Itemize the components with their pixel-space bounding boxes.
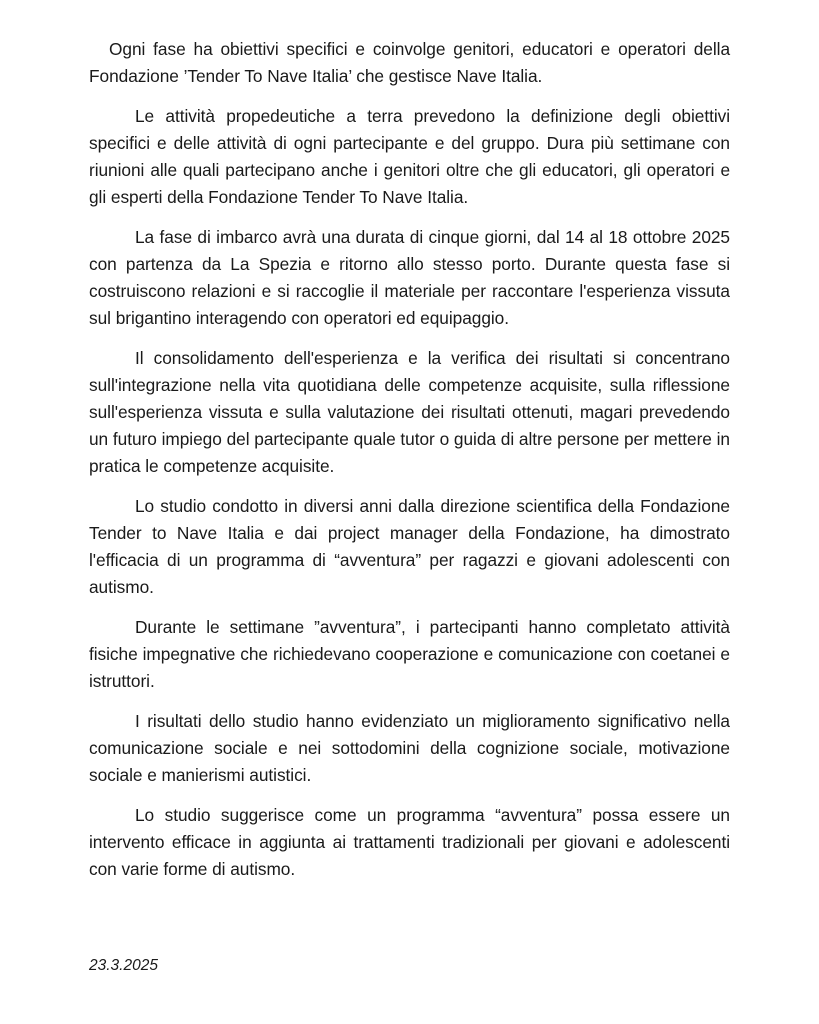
paragraph-preparatory-activities: Le attività propedeutiche a terra prevedono la definizione degli obiettivi specifici e delle attività di ogni partecipante e del gruppo. Dura più settimane con riunioni alle quali partecipano anche i genitori oltre che gli educatori, gli operatori e gli esperti della Fondazione Tender To Nave Italia. [89, 106, 730, 207]
paragraph-consolidation: Il consolidamento dell'esperienza e la verifica dei risultati si concentrano sull'integrazione nella vita quotidiana delle competenze acquisite, sulla riflessione sull'esperienza vissuta e sulla valutazione dei risultati ottenuti, magari prevedendo un futuro impiego del partecipante quale tutor o guida di altre persone per mettere in pratica le competenze acquisite. [89, 348, 730, 476]
paragraph-boarding-phase: La fase di imbarco avrà una durata di cinque giorni, dal 14 al 18 ottobre 2025 con partenza da La Spezia e ritorno allo stesso porto. Durante questa fase si costruiscono relazioni e si raccoglie il materiale per raccontare l'esperienza vissuta sul brigantino interagendo con operatori ed equipaggio. [89, 227, 730, 328]
document-body [89, 36, 730, 896]
document-date: 23.3.2025 [89, 957, 158, 974]
paragraph-study: Lo studio condotto in diversi anni dalla direzione scientifica della Fondazione Tender to Nave Italia e dai project manager della Fondazione, ha dimostrato l'efficacia di un programma di “avventura” per ragazzi e giovani adolescenti con autismo. [89, 496, 730, 597]
paragraph-results: I risultati dello studio hanno evidenziato un miglioramento significativo nella comunicazione sociale e nei sottodomini della cognizione sociale, motivazione sociale e manierismi autistici. [89, 711, 730, 785]
paragraph-adventure-weeks: Durante le settimane ”avventura”, i partecipanti hanno completato attività fisiche impegnative che richiedevano cooperazione e comunicazione con coetanei e istruttori. [89, 617, 730, 691]
paragraph-conclusion: Lo studio suggerisce come un programma “avventura” possa essere un intervento efficace in aggiunta ai trattamenti tradizionali per giovani e adolescenti con varie forme di autismo. [89, 805, 730, 879]
paragraph-phases: Ogni fase ha obiettivi specifici e coinvolge genitori, educatori e operatori della Fondazione ’Tender To Nave Italia’ che gestisce Nave Italia. [89, 39, 730, 86]
